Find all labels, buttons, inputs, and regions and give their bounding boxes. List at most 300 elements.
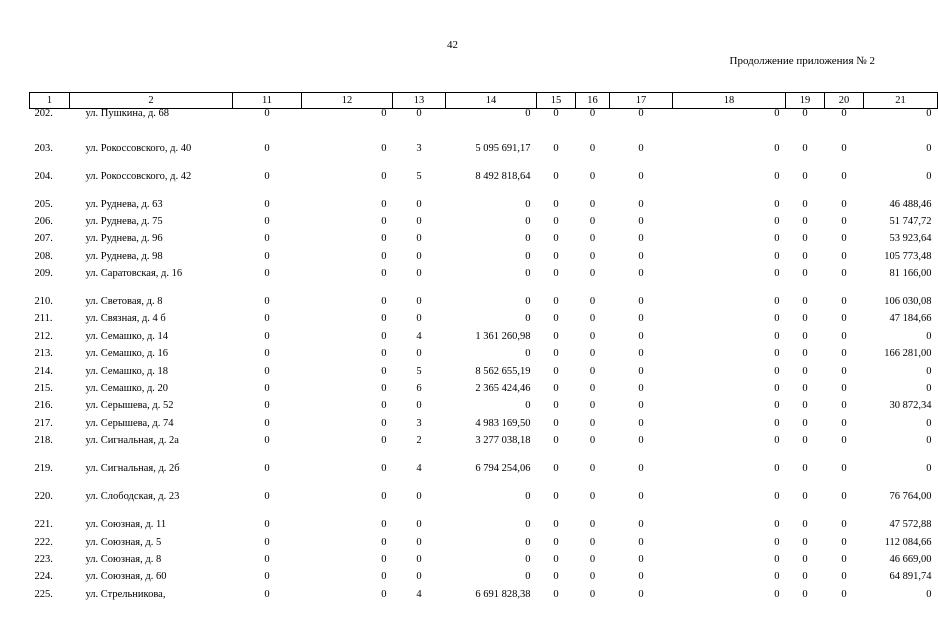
- cell-11: 0: [264, 435, 270, 447]
- cell-14: 0: [525, 233, 531, 245]
- cell-17: 0: [638, 463, 644, 475]
- cell-20: 0: [841, 268, 847, 280]
- address-cell: ул. Саратовская, д. 16: [85, 268, 183, 280]
- cell-20: 0: [841, 348, 847, 360]
- row-number: 215.: [34, 383, 53, 395]
- cell-11: 0: [264, 215, 270, 227]
- address-cell: ул. Семашко, д. 14: [85, 330, 169, 342]
- cell-17: 0: [638, 215, 644, 227]
- cell-17: 0: [638, 491, 644, 503]
- cell-21: 105 773,48: [884, 250, 932, 262]
- cell-15: 0: [553, 400, 559, 412]
- address-cell: ул. Союзная, д. 11: [85, 519, 167, 531]
- cell-19: 0: [802, 519, 808, 531]
- cell-21: 0: [926, 142, 932, 154]
- cell-14: 2 365 424,46: [475, 383, 531, 395]
- cell-11: 0: [264, 417, 270, 429]
- cell-18: 0: [774, 491, 780, 503]
- cell-18: 0: [774, 198, 780, 210]
- address-cell: ул. Сигнальная, д. 2б: [85, 463, 180, 475]
- cell-20: 0: [841, 233, 847, 245]
- row-number: 221.: [34, 519, 53, 531]
- cell-18: 0: [774, 536, 780, 548]
- cell-19: 0: [802, 435, 808, 447]
- cell-16: 0: [589, 142, 596, 154]
- cell-19: 0: [802, 142, 808, 154]
- cell-12: 0: [381, 435, 387, 447]
- cell-12: 0: [381, 233, 387, 245]
- cell-15: 0: [553, 313, 559, 325]
- cell-13: 0: [416, 313, 422, 325]
- table-row: [30, 144, 938, 172]
- cell-15: 0: [553, 463, 559, 475]
- cell-18: 0: [774, 313, 780, 325]
- row-number: 211.: [34, 313, 53, 325]
- row-number: 208.: [34, 250, 53, 262]
- cell-17: 0: [638, 313, 644, 325]
- cell-16: 0: [589, 215, 596, 227]
- row-number: 223.: [34, 553, 53, 565]
- row-number: 218.: [34, 435, 53, 447]
- cell-18: 0: [774, 268, 780, 280]
- cell-15: 0: [553, 233, 559, 245]
- cell-19: 0: [802, 536, 808, 548]
- cell-13: 0: [416, 400, 422, 412]
- cell-20: 0: [841, 491, 847, 503]
- address-cell: ул. Связная, д. 4 б: [85, 313, 166, 325]
- cell-19: 0: [802, 198, 808, 210]
- cell-18: 0: [774, 435, 780, 447]
- cell-13: 4: [416, 463, 422, 475]
- row-number: 225.: [34, 588, 53, 600]
- cell-21: 106 030,08: [884, 296, 932, 308]
- cell-11: 0: [264, 536, 270, 548]
- table-row: [30, 590, 938, 607]
- cell-12: 0: [381, 536, 387, 548]
- cell-11: 0: [264, 198, 270, 210]
- cell-18: 0: [774, 463, 780, 475]
- cell-19: 0: [802, 383, 808, 395]
- cell-17: 0: [638, 383, 644, 395]
- cell-16: 0: [589, 519, 596, 531]
- cell-19: 0: [802, 170, 808, 182]
- cell-14: 0: [525, 519, 531, 531]
- cell-20: 0: [841, 383, 847, 395]
- cell-18: 0: [774, 215, 780, 227]
- cell-16: 0: [589, 108, 596, 119]
- cell-17: 0: [638, 553, 644, 565]
- address-cell: ул. Пушкина, д. 68: [85, 108, 170, 119]
- cell-12: 0: [381, 553, 387, 565]
- cell-14: 0: [525, 198, 531, 210]
- cell-19: 0: [802, 348, 808, 360]
- cell-18: 0: [774, 170, 780, 182]
- table-row: [30, 217, 938, 234]
- cell-16: 0: [589, 400, 596, 412]
- cell-13: 0: [416, 491, 422, 503]
- table-row: [30, 367, 938, 384]
- cell-21: 0: [926, 463, 932, 475]
- column-header: 18: [673, 93, 786, 109]
- table-row: [30, 234, 938, 251]
- row-number: 212.: [34, 330, 53, 342]
- table-row: [30, 492, 938, 520]
- column-header: 1: [30, 93, 70, 109]
- cell-16: 0: [589, 170, 596, 182]
- cell-16: 0: [589, 417, 596, 429]
- address-cell: ул. Серышева, д. 52: [85, 400, 174, 412]
- cell-21: 112 084,66: [884, 536, 932, 548]
- cell-12: 0: [381, 215, 387, 227]
- cell-14: 3 277 038,18: [475, 435, 531, 447]
- cell-17: 0: [638, 400, 644, 412]
- cell-16: 0: [589, 296, 596, 308]
- cell-11: 0: [264, 519, 270, 531]
- cell-12: 0: [381, 170, 387, 182]
- column-header: 12: [302, 93, 393, 109]
- cell-12: 0: [381, 463, 387, 475]
- cell-14: 4 983 169,50: [475, 417, 531, 429]
- cell-16: 0: [589, 463, 596, 475]
- cell-11: 0: [264, 588, 270, 600]
- cell-21: 0: [926, 435, 932, 447]
- cell-21: 0: [926, 417, 932, 429]
- cell-11: 0: [264, 365, 270, 377]
- row-number: 207.: [34, 233, 53, 245]
- table-row: [30, 464, 938, 492]
- cell-15: 0: [553, 250, 559, 262]
- address-cell: ул. Слободская, д. 23: [85, 491, 180, 503]
- cell-19: 0: [802, 491, 808, 503]
- cell-16: 0: [589, 250, 596, 262]
- cell-14: 0: [525, 571, 531, 583]
- cell-12: 0: [381, 142, 387, 154]
- cell-13: 5: [416, 365, 422, 377]
- cell-15: 0: [553, 215, 559, 227]
- column-header: 15: [537, 93, 576, 109]
- table-row: [30, 200, 938, 217]
- cell-18: 0: [774, 417, 780, 429]
- cell-20: 0: [841, 198, 847, 210]
- cell-11: 0: [264, 268, 270, 280]
- cell-14: 0: [525, 296, 531, 308]
- cell-15: 0: [553, 330, 559, 342]
- cell-14: 0: [525, 553, 531, 565]
- cell-19: 0: [802, 463, 808, 475]
- row-number: 217.: [34, 417, 53, 429]
- cell-13: 0: [416, 536, 422, 548]
- cell-20: 0: [841, 108, 847, 119]
- column-header: 21: [864, 93, 938, 109]
- address-cell: ул. Стрельникова,: [85, 588, 166, 600]
- cell-11: 0: [264, 108, 270, 119]
- cell-15: 0: [553, 365, 559, 377]
- cell-19: 0: [802, 108, 808, 119]
- appendix-continuation-caption: Продолжение приложения № 2: [729, 55, 875, 67]
- cell-20: 0: [841, 400, 847, 412]
- appendix-table: [29, 92, 938, 607]
- cell-13: 0: [416, 571, 422, 583]
- cell-16: 0: [589, 233, 596, 245]
- cell-21: 47 184,66: [889, 313, 932, 325]
- cell-16: 0: [589, 435, 596, 447]
- row-number: 202.: [34, 108, 53, 119]
- cell-15: 0: [553, 348, 559, 360]
- table-body: [30, 109, 938, 608]
- cell-14: 0: [525, 250, 531, 262]
- address-cell: ул. Руднева, д. 63: [85, 198, 163, 210]
- cell-16: 0: [589, 553, 596, 565]
- cell-16: 0: [589, 198, 596, 210]
- address-cell: ул. Рокоссовского, д. 42: [85, 170, 192, 182]
- cell-11: 0: [264, 491, 270, 503]
- cell-12: 0: [381, 400, 387, 412]
- column-header: 11: [233, 93, 302, 109]
- cell-13: 3: [416, 417, 422, 429]
- cell-14: 6 691 828,38: [475, 588, 531, 600]
- cell-15: 0: [553, 553, 559, 565]
- cell-13: 0: [416, 108, 422, 119]
- row-number: 222.: [34, 536, 53, 548]
- cell-13: 0: [416, 198, 422, 210]
- cell-16: 0: [589, 330, 596, 342]
- cell-12: 0: [381, 250, 387, 262]
- table-row: [30, 349, 938, 366]
- cell-20: 0: [841, 519, 847, 531]
- address-cell: ул. Световая, д. 8: [85, 296, 163, 308]
- cell-18: 0: [774, 330, 780, 342]
- cell-19: 0: [802, 268, 808, 280]
- cell-15: 0: [553, 383, 559, 395]
- cell-14: 0: [525, 108, 531, 119]
- cell-17: 0: [638, 435, 644, 447]
- cell-12: 0: [381, 417, 387, 429]
- cell-14: 8 562 655,19: [475, 365, 531, 377]
- row-number: 220.: [34, 491, 53, 503]
- cell-14: 1 361 260,98: [475, 330, 531, 342]
- cell-13: 4: [416, 588, 422, 600]
- cell-13: 5: [416, 170, 422, 182]
- cell-17: 0: [638, 268, 644, 280]
- column-header: 17: [610, 93, 673, 109]
- cell-13: 0: [416, 296, 422, 308]
- cell-21: 0: [926, 588, 932, 600]
- row-number: 224.: [34, 571, 53, 583]
- cell-14: 0: [525, 536, 531, 548]
- cell-13: 0: [416, 250, 422, 262]
- address-cell: ул. Союзная, д. 60: [85, 571, 167, 583]
- cell-11: 0: [264, 170, 270, 182]
- cell-21: 76 764,00: [889, 491, 932, 503]
- column-header: 2: [70, 93, 233, 109]
- cell-13: 0: [416, 268, 422, 280]
- column-header: 20: [825, 93, 864, 109]
- cell-18: 0: [774, 365, 780, 377]
- cell-18: 0: [774, 233, 780, 245]
- cell-20: 0: [841, 588, 847, 600]
- address-cell: ул. Семашко, д. 16: [85, 348, 169, 360]
- cell-19: 0: [802, 330, 808, 342]
- cell-16: 0: [589, 348, 596, 360]
- address-cell: ул. Руднева, д. 98: [85, 250, 163, 262]
- cell-17: 0: [638, 250, 644, 262]
- cell-19: 0: [802, 588, 808, 600]
- cell-11: 0: [264, 400, 270, 412]
- cell-14: 0: [525, 268, 531, 280]
- cell-20: 0: [841, 250, 847, 262]
- cell-21: 0: [926, 170, 932, 182]
- cell-14: 0: [525, 348, 531, 360]
- table-row: [30, 332, 938, 349]
- cell-18: 0: [774, 400, 780, 412]
- cell-11: 0: [264, 330, 270, 342]
- cell-19: 0: [802, 417, 808, 429]
- cell-17: 0: [638, 198, 644, 210]
- column-number-header-row: [30, 93, 938, 109]
- cell-17: 0: [638, 233, 644, 245]
- cell-21: 81 166,00: [889, 268, 932, 280]
- cell-21: 53 923,64: [889, 233, 932, 245]
- cell-20: 0: [841, 571, 847, 583]
- cell-16: 0: [589, 365, 596, 377]
- cell-21: 64 891,74: [889, 571, 932, 583]
- table-row: [30, 538, 938, 555]
- cell-19: 0: [802, 250, 808, 262]
- address-cell: ул. Рокоссовского, д. 40: [85, 142, 192, 154]
- column-header: 13: [393, 93, 446, 109]
- table-row: [30, 555, 938, 572]
- cell-17: 0: [638, 519, 644, 531]
- table-row: [30, 314, 938, 331]
- cell-15: 0: [553, 198, 559, 210]
- cell-13: 0: [416, 519, 422, 531]
- cell-15: 0: [553, 435, 559, 447]
- cell-21: 47 572,88: [889, 519, 932, 531]
- cell-15: 0: [553, 536, 559, 548]
- cell-14: 0: [525, 400, 531, 412]
- cell-16: 0: [589, 491, 596, 503]
- cell-16: 0: [589, 383, 596, 395]
- cell-20: 0: [841, 463, 847, 475]
- table-row: [30, 109, 938, 144]
- cell-12: 0: [381, 348, 387, 360]
- cell-12: 0: [381, 383, 387, 395]
- cell-11: 0: [264, 383, 270, 395]
- cell-19: 0: [802, 215, 808, 227]
- cell-12: 0: [381, 519, 387, 531]
- cell-17: 0: [638, 108, 644, 119]
- cell-12: 0: [381, 491, 387, 503]
- cell-21: 0: [926, 108, 932, 119]
- cell-17: 0: [638, 348, 644, 360]
- cell-17: 0: [638, 417, 644, 429]
- cell-20: 0: [841, 553, 847, 565]
- cell-14: 8 492 818,64: [475, 170, 531, 182]
- cell-17: 0: [638, 330, 644, 342]
- cell-13: 6: [416, 383, 422, 395]
- row-number: 214.: [34, 365, 53, 377]
- cell-18: 0: [774, 348, 780, 360]
- cell-18: 0: [774, 383, 780, 395]
- row-number: 209.: [34, 268, 53, 280]
- row-number: 213.: [34, 348, 53, 360]
- cell-15: 0: [553, 296, 559, 308]
- row-number: 219.: [34, 463, 53, 475]
- cell-13: 4: [416, 330, 422, 342]
- cell-18: 0: [774, 250, 780, 262]
- cell-15: 0: [553, 142, 559, 154]
- cell-17: 0: [638, 170, 644, 182]
- address-cell: ул. Семашко, д. 20: [85, 383, 169, 395]
- table-row: [30, 384, 938, 401]
- address-cell: ул. Руднева, д. 75: [85, 215, 163, 227]
- cell-21: 0: [926, 383, 932, 395]
- cell-11: 0: [264, 233, 270, 245]
- row-number: 216.: [34, 400, 53, 412]
- cell-18: 0: [774, 296, 780, 308]
- column-header: 14: [446, 93, 537, 109]
- cell-14: 0: [525, 313, 531, 325]
- cell-15: 0: [553, 417, 559, 429]
- cell-12: 0: [381, 588, 387, 600]
- cell-21: 0: [926, 365, 932, 377]
- cell-16: 0: [589, 313, 596, 325]
- table-row: [30, 401, 938, 418]
- cell-12: 0: [381, 330, 387, 342]
- cell-18: 0: [774, 571, 780, 583]
- cell-20: 0: [841, 330, 847, 342]
- cell-19: 0: [802, 313, 808, 325]
- address-cell: ул. Серышева, д. 74: [85, 417, 174, 429]
- address-cell: ул. Семашко, д. 18: [85, 365, 169, 377]
- cell-20: 0: [841, 170, 847, 182]
- cell-12: 0: [381, 296, 387, 308]
- cell-11: 0: [264, 571, 270, 583]
- table-row: [30, 252, 938, 269]
- cell-17: 0: [638, 536, 644, 548]
- cell-21: 46 669,00: [889, 553, 932, 565]
- cell-17: 0: [638, 571, 644, 583]
- cell-15: 0: [553, 268, 559, 280]
- cell-16: 0: [589, 588, 596, 600]
- cell-20: 0: [841, 435, 847, 447]
- cell-15: 0: [553, 108, 559, 119]
- cell-17: 0: [638, 296, 644, 308]
- page-number: 42: [447, 39, 458, 51]
- cell-13: 0: [416, 553, 422, 565]
- cell-11: 0: [264, 142, 270, 154]
- cell-11: 0: [264, 296, 270, 308]
- cell-20: 0: [841, 417, 847, 429]
- cell-12: 0: [381, 313, 387, 325]
- cell-12: 0: [381, 108, 387, 119]
- cell-13: 2: [416, 435, 422, 447]
- cell-17: 0: [638, 588, 644, 600]
- row-number: 210.: [34, 296, 53, 308]
- cell-12: 0: [381, 268, 387, 280]
- cell-15: 0: [553, 571, 559, 583]
- table-row: [30, 419, 938, 436]
- table-row: [30, 297, 938, 314]
- cell-18: 0: [774, 553, 780, 565]
- cell-20: 0: [841, 296, 847, 308]
- cell-16: 0: [589, 536, 596, 548]
- cell-19: 0: [802, 365, 808, 377]
- cell-18: 0: [774, 519, 780, 531]
- cell-20: 0: [841, 142, 847, 154]
- cell-12: 0: [381, 571, 387, 583]
- cell-20: 0: [841, 313, 847, 325]
